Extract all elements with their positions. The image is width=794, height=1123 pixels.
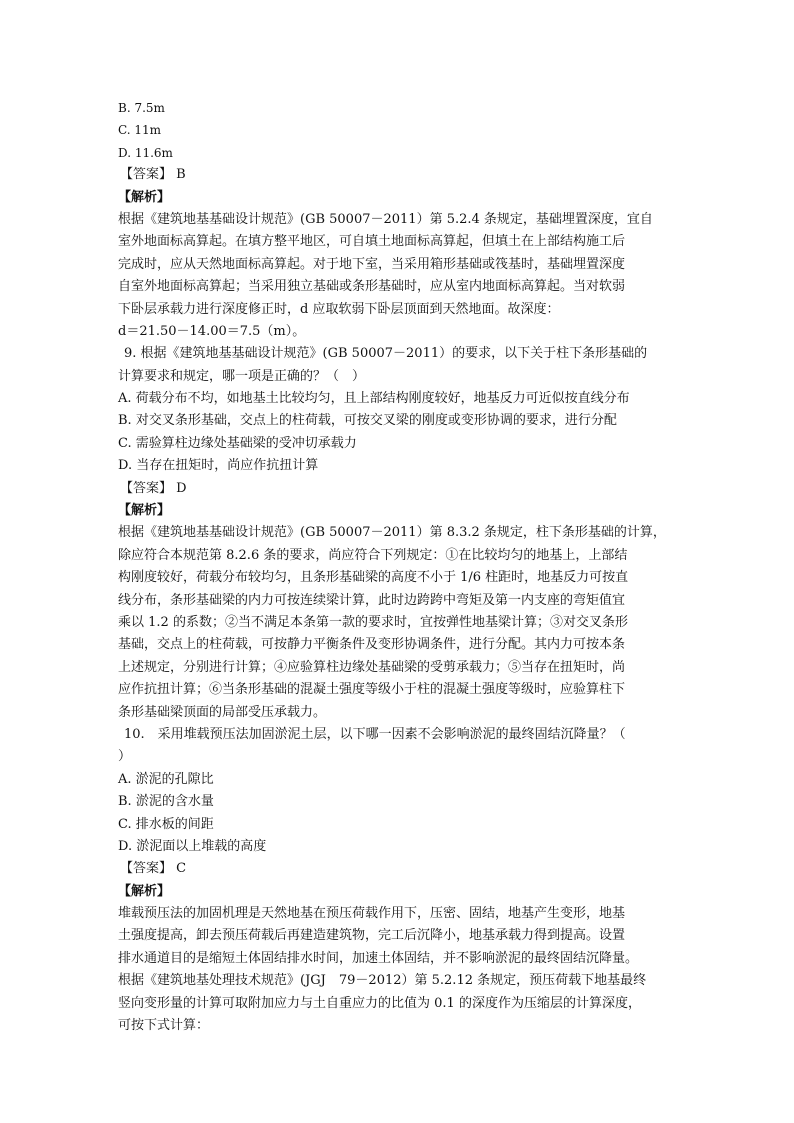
option-b: B. 对交叉条形基础，交点上的柱荷载，可按交叉梁的刚度或变形协调的要求，进行分配 — [118, 413, 617, 429]
answer-label: 【答案】 B — [120, 167, 186, 183]
option-d: D. 当存在扭矩时，尚应作抗扭计算 — [118, 458, 319, 474]
analysis-line: 可按下式计算： — [118, 1018, 210, 1034]
analysis-line: 应作抗扭计算；⑥当条形基础的混凝土强度等级小于柱的混凝土强度等级时，应验算柱下 — [118, 682, 626, 698]
question-9-options — [118, 388, 678, 478]
analysis-line: 自室外地面标高算起；当采用独立基础或条形基础时，应从室内地面标高算起。当对软弱 — [118, 279, 626, 295]
question-8-options — [118, 97, 678, 164]
analysis-line: 乘以 1.2 的系数；②当不满足本条第一款的要求时，宜按弹性地基梁计算；③对交叉条形 — [118, 614, 628, 630]
analysis-line: 条形基础梁顶面的局部受压承载力。 — [118, 704, 327, 720]
question-10-stem: 10. 采用堆载预压法加固淤泥土层，以下哪一因素不会影响淤泥的最终固结沉降量？（ — [124, 726, 626, 742]
analysis-line: 竖向变形量的计算可取附加应力与土自重应力的比值为 0.1 的深度作为压缩层的计算深度， — [118, 995, 641, 1011]
option-b: B. 7.5m — [118, 101, 165, 115]
analysis-line: 下卧层承载力进行深度修正时，d 应取软弱下卧层顶面到天然地面。故深度： — [118, 301, 560, 317]
analysis-line: 根据《建筑地基基础设计规范》(GB 50007－2011）第 5.2.4 条规定，基础埋置深度，宜自 — [118, 211, 653, 227]
option-d: D. 11.6m — [118, 145, 173, 160]
analysis-line: 完成时，应从天然地面标高算起。对于地下室，当采用箱形基础或筏基时，基础埋置深度 — [118, 256, 626, 272]
question-9-stem-cont: 计算要求和规定，哪一项是正确的？（ ） — [118, 368, 366, 384]
option-c: C. 排水板的间距 — [118, 816, 214, 832]
answer-label: 【答案】 C — [120, 861, 187, 877]
analysis-heading: 【解析】 — [118, 189, 171, 205]
option-a: A. 淤泥的孔隙比 — [118, 771, 214, 787]
analysis-heading: 【解析】 — [118, 503, 171, 519]
option-d: D. 淤泥面以上堆载的高度 — [118, 838, 267, 854]
analysis-line: 土强度提高，卸去预压荷载后再建造建筑物，完工后沉降小，地基承载力得到提高。设置 — [118, 928, 626, 944]
option-c: C. 需验算柱边缘处基础梁的受冲切承载力 — [118, 435, 357, 451]
analysis-text — [118, 903, 678, 1037]
option-c: C. 11m — [118, 123, 162, 138]
question-10-options — [118, 769, 678, 859]
analysis-line: 根据《建筑地基基础设计规范》(GB 50007－2011）第 8.3.2 条规定，柱下条形基础的计算， — [118, 525, 666, 541]
document-page — [118, 97, 678, 1037]
analysis-line: 排水通道目的是缩短土体固结排水时间，加速土体固结，并不影响淤泥的最终固结沉降量。 — [118, 950, 639, 966]
analysis-line: 构刚度较好，荷载分布较均匀，且条形基础梁的高度不小于 1/6 柱距时，地基反力可按直 — [118, 570, 629, 586]
analysis-line: 堆载预压法的加固机理是天然地基在预压荷载作用下，压密、固结，地基产生变形，地基 — [118, 906, 626, 922]
option-b: B. 淤泥的含水量 — [118, 794, 214, 810]
analysis-line: 室外地面标高算起。在填方整平地区，可自填土地面标高算起，但填土在上部结构施工后 — [118, 234, 626, 250]
analysis-heading: 【解析】 — [118, 883, 171, 899]
analysis-text — [118, 522, 678, 724]
analysis-line: 除应符合本规范第 8.2.6 条的要求，尚应符合下列规定：①在比较均匀的地基上，上部结 — [118, 547, 628, 563]
analysis-line: 线分布，条形基础梁的内力可按连续梁计算，此时边跨跨中弯矩及第一内支座的弯矩值宜 — [118, 592, 626, 608]
option-a: A. 荷载分布不均，如地基土比较均匀，且上部结构刚度较好，地基反力可近似按直线分布 — [118, 391, 630, 407]
question-10-stem-cont: ） — [118, 749, 132, 765]
analysis-text — [118, 209, 678, 343]
question-9-stem: 9. 根据《建筑地基基础设计规范》(GB 50007－2011）的要求，以下关于柱下条形基础的 — [124, 346, 648, 362]
analysis-line: 根据《建筑地基处理技术规范》(JGJ 79－2012）第 5.2.12 条规定，预压荷载下地基最终 — [118, 973, 647, 989]
analysis-line: 基础，交点上的柱荷载，可按静力平衡条件及变形协调条件，进行分配。其内力可按本条 — [118, 637, 626, 653]
answer-label: 【答案】 D — [120, 480, 187, 496]
analysis-line: d＝21.50－14.00＝7.5（m）。 — [118, 323, 306, 339]
analysis-line: 上述规定，分别进行计算；④应验算柱边缘处基础梁的受剪承载力；⑤当存在扭矩时，尚 — [118, 659, 626, 675]
